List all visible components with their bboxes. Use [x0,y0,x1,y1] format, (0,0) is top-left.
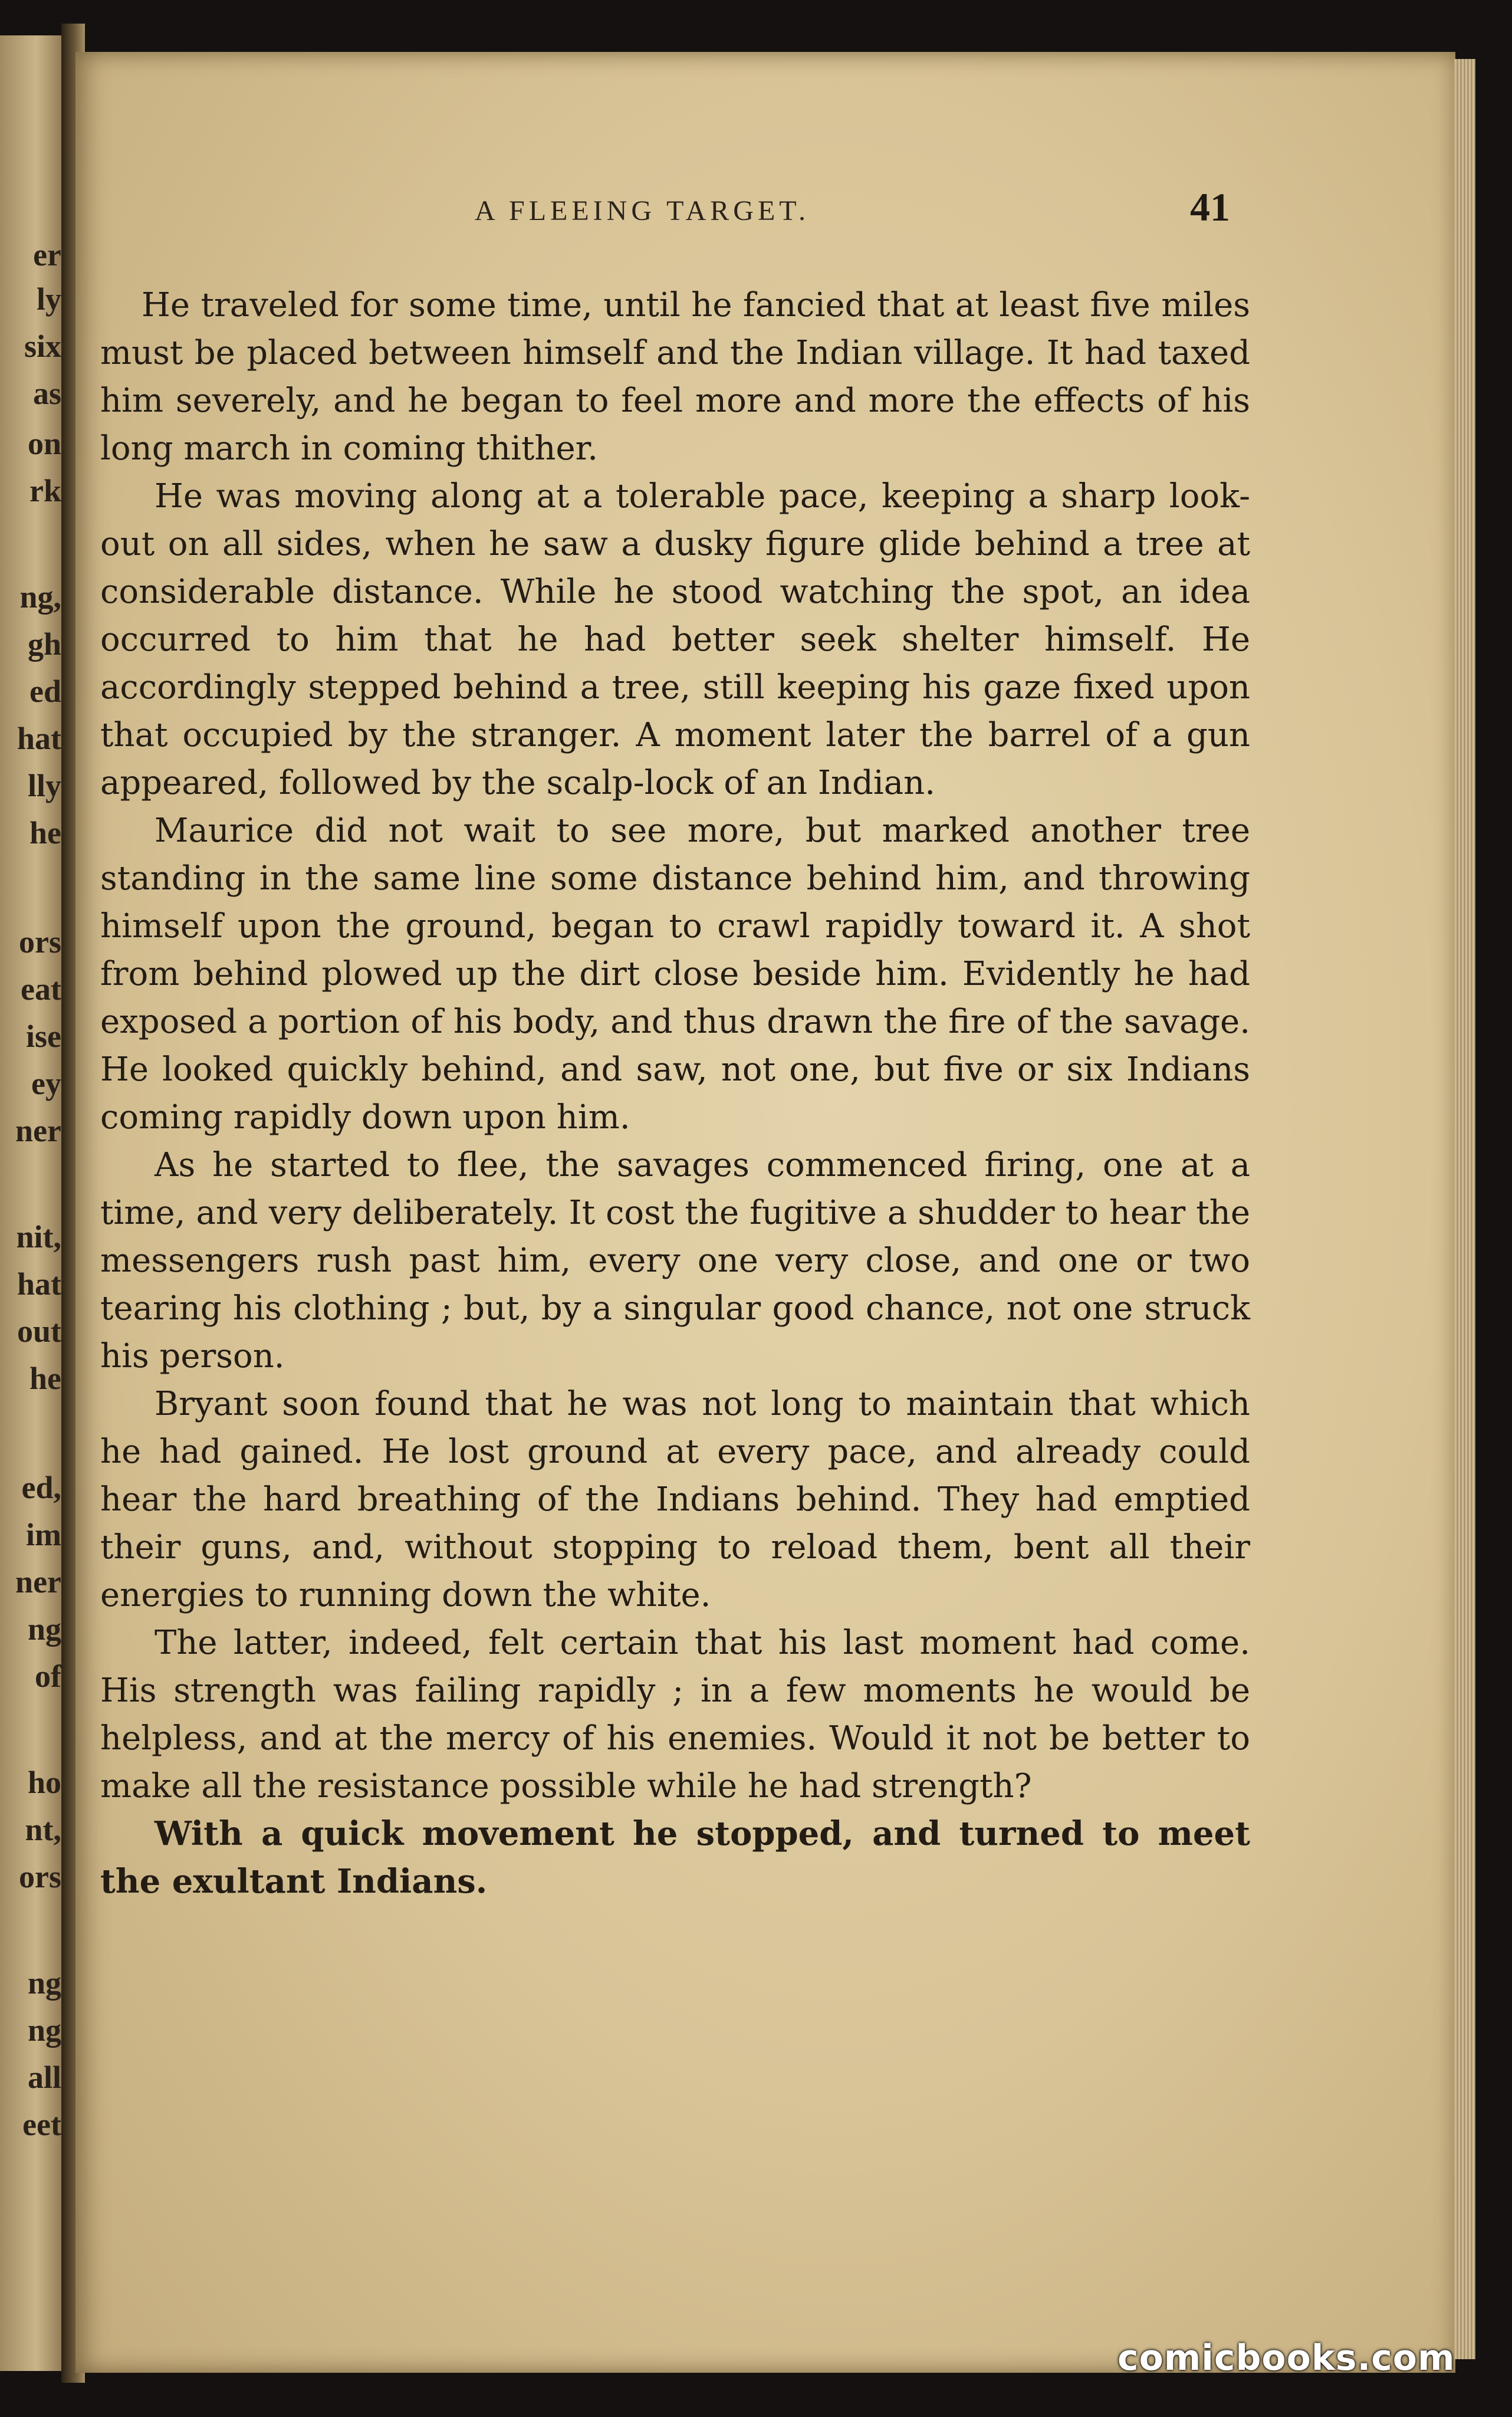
facing-page-fragment: he [29,815,61,850]
facing-page-fragment: ng [27,2012,61,2048]
facing-page-fragment: nt, [25,1812,61,1847]
facing-page-fragment: ho [27,1765,61,1800]
paragraph: Maurice did not wait to see more, but marked another tree standing in the same line some distance behind him, and throwing himself upon the ground, began to crawl rapidly toward it. A shot from behind plowed up the dirt close beside him. Evidently he had exposed a portion of his body, and thus drawn the fire of the savage. He looked quickly behind, and saw, not one, but five or six Indians coming rapidly down upon him. [100,812,1250,1137]
facing-page-fragment: he [29,1361,61,1396]
facing-page-fragment: lly [27,768,61,803]
facing-page-fragment: as [32,376,61,411]
watermark: comicbooks.com [1117,2337,1455,2379]
paragraph: As he started to flee, the savages commenced firing, one at a time, and very deliberately. It cost the fugitive a shudder to hear the messengers rush past him, every one very close, and one or two tearing his clothing ; but, by a singular good chance, not one struck his person. [100,1146,1250,1375]
page-number: 41 [1190,185,1230,229]
facing-page-fragment: ed [29,674,61,709]
paragraph: He traveled for some time, until he fancied that at least five miles must be placed between himself and the Indian village. It had taxed him severely, and he began to feel more and more the effects of his long march in coming thither. [100,286,1250,468]
paragraph: The latter, indeed, felt certain that his last moment had come. His strength was failing rapidly ; in a few moments he would be helpless, and at the mercy of his enemies. Would it not be better to make all the resistance possible while he had strength? [100,1624,1250,1805]
facing-page-fragment: ed, [21,1470,61,1505]
facing-page-fragment: er [33,237,61,272]
running-head: A FLEEING TARGET. [475,195,810,226]
facing-page-edge [0,35,66,2371]
facing-page-fragment: ise [26,1019,61,1054]
facing-page-fragment: ner [15,1113,61,1148]
paragraph: Bryant soon found that he was not long to maintain that which he had gained. He lost ground at every pace, and already could hear the hard breathing of the Indians behind. They had emptied their guns, and, without stopping to reload them, bent all their energies to running down the white. [100,1385,1250,1614]
facing-page-fragment: of [35,1659,61,1694]
facing-page-fragment: out [17,1313,61,1349]
facing-page-fragment: ors [19,1859,61,1894]
paragraph: With a quick movement he stopped, and turned to meet the exultant Indians. [100,1814,1250,1901]
page-edges [1454,59,1475,2359]
facing-page-fragment: hat [17,721,61,756]
facing-page-fragment: ly [36,281,61,317]
facing-page-fragment: ors [19,924,61,960]
facing-page-fragment: im [26,1517,61,1552]
facing-page-fragment: all [27,2060,61,2095]
facing-page-fragment: ner [15,1564,61,1600]
facing-page-fragment: on [27,426,61,461]
facing-page-fragment: six [24,329,61,364]
facing-page-fragment: rk [29,473,61,508]
facing-page-fragment: eet [22,2107,61,2142]
facing-page-fragment: eat [21,971,61,1007]
facing-page-fragment: ng, [19,579,61,615]
paragraph: He was moving along at a tolerable pace, keeping a sharp look-out on all sides, when he saw a dusky figure glide behind a tree at considerable distance. While he stood watching the spot, an idea occurred to him that he had better seek shelter himself. He accordingly stepped behind a tree, still keeping his gaze fixed upon that occupied by the stranger. A moment later the barrel of a gun appeared, followed by the scalp-lock of an Indian. [100,477,1250,802]
facing-page-fragment: ng [27,1611,61,1647]
facing-page-fragment: ey [31,1066,61,1101]
facing-page-fragment: hat [17,1266,61,1302]
facing-page-fragment: nit, [16,1219,61,1255]
facing-page-fragment: ng [27,1965,61,2001]
page-body [100,281,1250,1906]
facing-page-fragment: gh [27,626,61,662]
